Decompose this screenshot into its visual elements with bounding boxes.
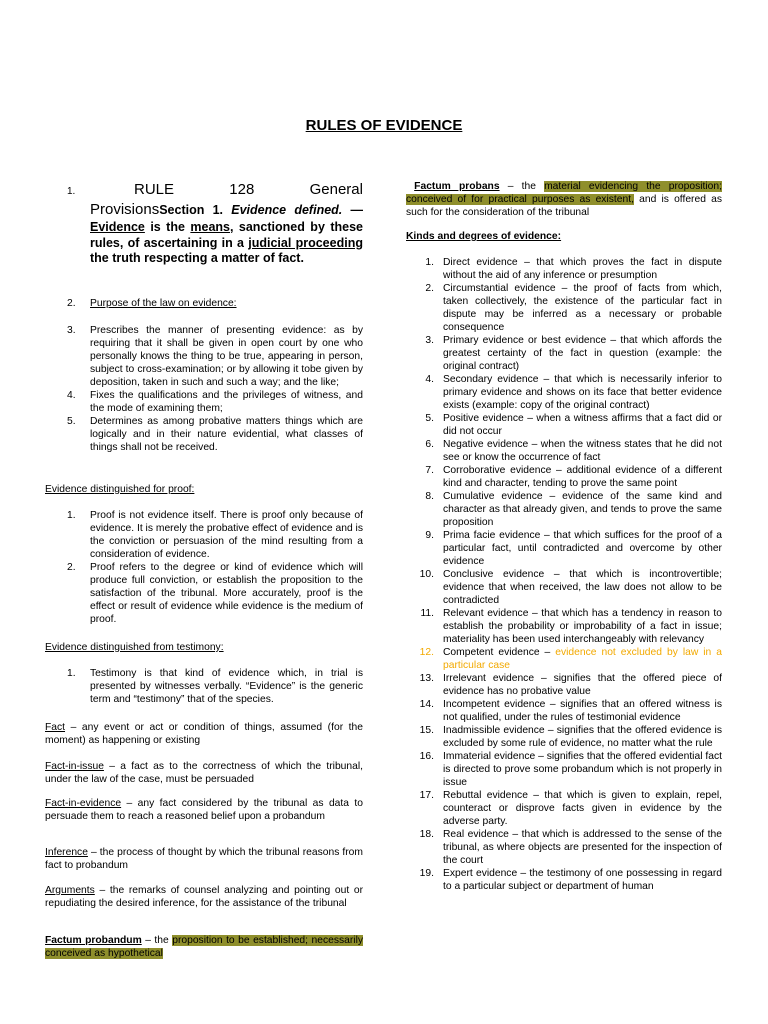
- definition-inference: [45, 846, 363, 872]
- list-item: [67, 509, 363, 561]
- list-number: 2.: [67, 562, 76, 573]
- kinds-list-item: [406, 867, 722, 893]
- list-number: 5.: [425, 413, 434, 424]
- list-number: 7.: [425, 465, 434, 476]
- list-number: 5.: [67, 416, 76, 427]
- kinds-list-item: [406, 607, 722, 646]
- list-text: Corroborative evidence – additional evidence of a different kind and character, tending to prove the same point: [443, 465, 722, 489]
- highlighted-text: evidence not excluded by law in a particular case: [443, 647, 722, 671]
- rule-word: RULE: [134, 181, 175, 198]
- list-number: 2.: [67, 298, 76, 309]
- kinds-list-item: [406, 828, 722, 867]
- kinds-list-item: [406, 334, 722, 373]
- list-text: Conclusive evidence – that which is incontrovertible; evidence that when received, the law does not allow to be contradicted: [443, 569, 722, 606]
- rule-text: the truth respecting a matter of fact.: [90, 251, 304, 265]
- kinds-list-item: [406, 373, 722, 412]
- kinds-list-item: [406, 568, 722, 607]
- list-number: 13.: [419, 673, 434, 684]
- testimony-section: [45, 641, 363, 706]
- list-item: [67, 297, 363, 310]
- list-number: 4.: [67, 390, 76, 401]
- list-number: 4.: [425, 374, 434, 385]
- page-title: RULES OF EVIDENCE: [305, 117, 463, 134]
- term: Fact-in-issue: [45, 761, 104, 772]
- list-text: Proof refers to the degree or kind of evidence which will produce full conviction, or establish the proposition to the satisfaction of the tribunal. More accurately, proof is the effect or result of evidence while evidence is the medium of proof.: [90, 562, 363, 625]
- list-number: 2.: [425, 283, 434, 294]
- term-means: means: [190, 220, 230, 234]
- term: Fact-in-evidence: [45, 798, 122, 809]
- definition-text: – a fact as to the correctness of which the tribunal, under the law of the case, must be persuaded: [45, 761, 363, 785]
- list-text: Irrelevant evidence – signifies that the offered piece of evidence has no probative value: [443, 673, 722, 697]
- definition-text: – any fact considered by the tribunal as data to persuade them to reach a reasoned belief upon a probandum: [45, 798, 363, 822]
- list-text: Immaterial evidence – signifies that the offered evidential fact is directed to prove some probandum which is not properly in issue: [443, 751, 722, 788]
- list-number: 15.: [419, 725, 434, 736]
- rule-word: Provisions: [90, 201, 160, 218]
- rule-128-item: [67, 180, 363, 267]
- list-text: Inadmissible evidence – signifies that the offered evidence is excluded by some rule of evidence, no matter what the rule: [443, 725, 722, 749]
- kinds-list-item: [406, 672, 722, 698]
- list-number: 12.: [419, 647, 434, 658]
- definition-arguments: [45, 884, 363, 910]
- rule-number: 128: [229, 181, 255, 198]
- list-number: 8.: [425, 491, 434, 502]
- list-text: Primary evidence or best evidence – that which affords the greatest certainty of the fact in question (example: the original contract): [443, 335, 722, 372]
- list-number: 3.: [67, 325, 76, 336]
- section-heading: Evidence distinguished for proof:: [45, 484, 195, 495]
- rule-128-text: [90, 180, 363, 267]
- kinds-list-item: [406, 529, 722, 568]
- list-text: Testimony is that kind of evidence which, in trial is presented by witnesses verbally. “Evidence” is the generic term and “testimony” that of the species.: [90, 668, 363, 705]
- list-text: Relevant evidence – that which has a tendency in reason to establish the probability or improbability of a fact in issue; materiality has been used interchangeably with relevancy: [443, 608, 722, 645]
- definition-text: – the remarks of counsel analyzing and pointing out or repudiating the desired inference, for the assistance of the tribunal: [45, 885, 363, 909]
- list-number: 1.: [425, 257, 434, 268]
- kinds-list-item: [406, 282, 722, 334]
- definition-fact-in-issue: [45, 760, 363, 786]
- kinds-list-item: [406, 724, 722, 750]
- list-number: 16.: [419, 751, 434, 762]
- kinds-heading: [406, 230, 722, 243]
- kinds-list-item: [406, 412, 722, 438]
- list-item: [67, 667, 363, 706]
- definition-text: and is offered as such for the consideration of the tribunal: [406, 194, 722, 218]
- list-text: Prima facie evidence – that which suffices for the proof of a particular fact, until contradicted and overcome by other evidence: [443, 530, 722, 567]
- definition-fact: [45, 721, 363, 747]
- term-evidence: Evidence: [90, 220, 145, 234]
- term-judicial-proceeding: judicial proceeding: [248, 235, 363, 250]
- term: Factum probandum: [45, 935, 142, 946]
- dash: – the: [499, 181, 545, 192]
- list-text: Prescribes the manner of presenting evidence: as by requiring that it shall be given in open court by one who personally knows the thing to be true, appearing in person, subject to cross-examination; or by allowing it tobe given by deposition, taken in such and such a way; and the like;: [90, 325, 363, 388]
- list-text: [443, 646, 722, 672]
- list-number: 1.: [67, 668, 76, 679]
- list-number: 3.: [425, 335, 434, 346]
- list-number: 14.: [419, 699, 434, 710]
- kinds-list-item: [406, 490, 722, 529]
- term: Fact: [45, 722, 66, 733]
- list-number: 19.: [419, 868, 434, 879]
- list-number: 18.: [419, 829, 434, 840]
- rule-word: General: [309, 181, 363, 198]
- kinds-list-item: [406, 464, 722, 490]
- list-text: Rebuttal evidence – that which is given to explain, repel, counteract or disprove facts given in evidence by the adverse party.: [443, 790, 722, 827]
- list-text: Purpose of the law on evidence:: [90, 298, 237, 309]
- list-number: 10.: [419, 569, 434, 580]
- list-item: [67, 415, 363, 454]
- list-text: Determines as among probative matters things which are logically and in their nature evidential, what classes of things shall not be received.: [90, 416, 363, 453]
- list-text: Real evidence – that which is addressed to the sense of the tribunal, as where objects are presented for the inspection of the court: [443, 829, 722, 866]
- kinds-list-item: [406, 438, 722, 464]
- kinds-list-item: [406, 698, 722, 724]
- term: Inference: [45, 847, 88, 858]
- definition-fact-in-evidence: [45, 797, 363, 823]
- kinds-list-item: [406, 256, 722, 282]
- list-text: Circumstantial evidence – the proof of facts from which, taken collectively, the existence of the particular fact in dispute may be inferred as a necessary or probable consequence: [443, 283, 722, 333]
- list-number: 11.: [420, 608, 434, 619]
- list-text: Incompetent evidence – signifies that an offered witness is not qualified, under the rules of testimonial evidence: [443, 699, 722, 723]
- highlighted-text: proposition to be established; necessarily conceived as hypothetical: [45, 935, 364, 959]
- section-heading: Evidence distinguished from testimony:: [45, 642, 224, 653]
- section-heading: Kinds and degrees of evidence:: [406, 231, 562, 242]
- proof-section: [45, 483, 363, 626]
- section-label: Section 1.: [159, 203, 223, 217]
- kinds-list-item: [406, 646, 722, 672]
- dash: —: [350, 203, 363, 217]
- list-number: 1.: [67, 186, 76, 197]
- term: Competent evidence –: [443, 647, 556, 658]
- definition-text: – the process of thought by which the tribunal reasons from fact to probandum: [45, 847, 363, 871]
- definition-factum-probans: [406, 180, 722, 219]
- list-text: Fixes the qualifications and the privileges of witness, and the mode of examining them;: [90, 390, 363, 414]
- list-number: 1.: [67, 510, 76, 521]
- dash: – the: [141, 935, 173, 946]
- term: Factum probans: [414, 181, 500, 192]
- definition-factum-probandum: [45, 934, 363, 960]
- kinds-list-item: [406, 750, 722, 789]
- list-text: Proof is not evidence itself. There is proof only because of evidence. It is merely the probative effect of evidence and is the conviction or persuasion of the mind resulting from a consideration of evidence.: [90, 510, 363, 560]
- list-text: Positive evidence – when a witness affirms that a fact did or did not occur: [443, 413, 722, 437]
- list-number: 6.: [425, 439, 434, 450]
- list-text: Direct evidence – that which proves the fact in dispute without the aid of any inference or presumption: [443, 257, 722, 281]
- list-text: Expert evidence – the testimony of one possessing in regard to a particular subject or department of human: [443, 868, 722, 892]
- section-title: Evidence defined.: [231, 203, 343, 217]
- list-number: 17.: [419, 790, 434, 801]
- left-list: [45, 297, 363, 454]
- list-text: Secondary evidence – that which is necessarily inferior to primary evidence and shows on its face that better evidence exists (example: copy of the original contract): [443, 374, 722, 411]
- rule-text: is the: [150, 220, 185, 234]
- kinds-list: [406, 256, 722, 893]
- kinds-list-item: [406, 789, 722, 828]
- definition-text: – any event or act or condition of things, assumed (for the moment) as happening or existing: [45, 722, 363, 746]
- list-number: 9.: [425, 530, 434, 541]
- list-item: [67, 561, 363, 626]
- highlighted-text: material evidencing the proposition; conceived of for practical purposes as existent,: [406, 181, 722, 205]
- list-item: [67, 324, 363, 389]
- list-text: Cumulative evidence – evidence of the same kind and character as that already given, and tends to prove the same proposition: [443, 491, 722, 528]
- term: Arguments: [45, 885, 95, 896]
- list-text: Negative evidence – when the witness states that he did not see or know the occurrence of fact: [443, 439, 722, 463]
- list-item: [67, 389, 363, 415]
- rule-text: , sanctioned by these rules, of ascertaining in a: [90, 220, 363, 250]
